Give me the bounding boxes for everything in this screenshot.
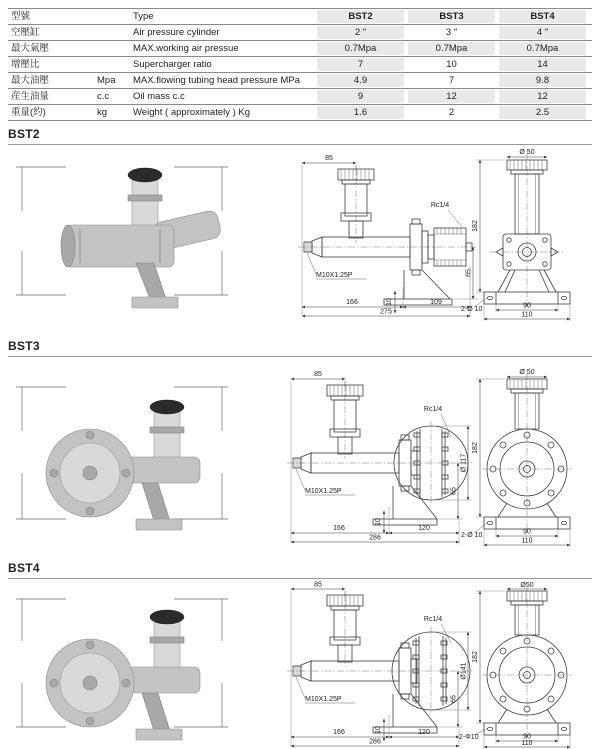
dim-port-label: Rc1/4 (423, 616, 443, 623)
row-label-cn: 重量(約) (11, 107, 46, 118)
table-row (8, 105, 592, 121)
row-label-en: MAX.flowing tubing head pressure MPa (133, 75, 300, 86)
section-bst3 (0, 357, 600, 551)
dim-total: 286 (369, 534, 381, 542)
dim-thread-label: M10X1.25P (316, 272, 353, 279)
dim-holes: 2-Ø 10 (461, 306, 483, 313)
side-view-drawing-bst3 (281, 363, 475, 547)
accumulator (327, 381, 363, 459)
dim-65: 65 (465, 269, 473, 277)
row-label-en: Type (133, 11, 154, 22)
value-bst3: 0.7Mpa (408, 42, 495, 55)
col-header-bst2: BST2 (317, 10, 404, 23)
pump-illustration (46, 400, 200, 530)
dim-base-inner: 90 (523, 733, 531, 741)
dim-height: 182 (472, 651, 479, 663)
flange (490, 234, 564, 270)
col-header-bst4: BST4 (499, 10, 586, 23)
dim-head-dia: Ø141 (460, 662, 468, 680)
dim-base-inner: 90 (523, 302, 531, 310)
dim-len-b: 120 (418, 729, 430, 736)
row-label-cn: 空壓缸 (11, 27, 40, 38)
row-unit: Mpa (97, 75, 116, 86)
row-label-cn: 産生油量 (11, 91, 50, 102)
value-bst4: 4 ″ (499, 26, 586, 39)
row-unit (97, 57, 133, 72)
pump-body (287, 643, 473, 699)
dim-holes: 2-Φ10 (459, 734, 479, 741)
col-header-bst3: BST3 (408, 10, 495, 23)
dim-base-outer: 110 (521, 311, 533, 319)
dim-top-width: 85 (314, 581, 322, 589)
row-unit (97, 25, 133, 40)
side-view-drawing-bst4 (281, 581, 475, 749)
dim-holes: 2-Ø 10 (461, 532, 483, 539)
pump-photo-bst2 (14, 151, 230, 311)
value-bst3: 12 (408, 90, 495, 103)
row-label-cn: 最大油壓 (11, 75, 50, 86)
pump-illustration (61, 168, 222, 308)
dim-head-dia: Ø 117 (460, 453, 468, 473)
value-bst4: 0.7Mpa (499, 42, 586, 55)
row-label-en: MAX.working air pressue (133, 43, 239, 54)
dim-port-label: Rc1/4 (430, 202, 450, 209)
value-bst4: 14 (499, 58, 586, 71)
dim-total: 286 (369, 738, 381, 746)
section-title-bst4: BST4 (8, 561, 592, 579)
table-row (8, 9, 592, 25)
row-unit: kg (97, 107, 108, 118)
dim-top-width: 85 (325, 155, 333, 162)
value-bst2: 2 ″ (317, 26, 404, 39)
dim-len-a: 166 (333, 525, 345, 532)
value-bst2: 1.6 (317, 106, 404, 119)
dim-cap-dia: Ø 50 (519, 369, 535, 376)
dim-base-inner: 90 (523, 528, 531, 536)
dim-thread-label: M10X1.25P (305, 488, 342, 495)
table-row (8, 41, 592, 57)
dim-10: 10 (386, 298, 393, 306)
dim-cap-dia: Ø50 (520, 582, 534, 589)
dim-base-outer: 110 (521, 537, 533, 545)
row-label-en: Supercharger ratio (133, 59, 212, 70)
dim-10: 10 (375, 726, 382, 734)
pump-body (298, 219, 476, 275)
dim-base-outer: 110 (521, 739, 533, 747)
pump-illustration (46, 610, 200, 740)
dim-65: 65 (450, 695, 458, 703)
row-unit: c.c (97, 91, 110, 102)
value-bst4: 9.8 (499, 74, 586, 87)
dim-cap-dia: Ø 50 (519, 149, 535, 156)
dim-total: 275 (380, 308, 392, 316)
end-view-drawing-bst2 (460, 145, 596, 323)
row-label-en: Oil mass c.c (133, 91, 185, 102)
row-label-en: Air pressure cylinder (133, 27, 220, 38)
dim-65: 65 (450, 487, 458, 495)
end-view-drawing-bst4 (458, 579, 598, 749)
row-label-cn: 增壓比 (11, 59, 40, 70)
dim-len-b: 109 (430, 299, 442, 306)
row-unit (97, 9, 133, 24)
value-bst2: 0.7Mpa (317, 42, 404, 55)
dim-10: 10 (375, 518, 382, 526)
section-bst4 (0, 579, 600, 749)
row-label-cn: 最大氣壓 (11, 43, 50, 54)
accumulator (327, 591, 363, 667)
value-bst3: 3 ″ (408, 26, 495, 39)
row-label-en: Weight ( approximately ) Kg (133, 107, 251, 118)
side-view-drawing-bst2 (292, 147, 478, 319)
dim-thread-label: M10X1.25P (305, 696, 342, 703)
value-bst3: 10 (408, 58, 495, 71)
row-label-cn: 型號 (11, 11, 31, 22)
dim-height: 182 (472, 220, 479, 232)
table-row (8, 89, 592, 105)
dim-port-label: Rc1/4 (423, 406, 443, 413)
value-bst3: 2 (408, 106, 495, 119)
table-row (8, 73, 592, 89)
pump-photo-bst3 (14, 371, 230, 535)
value-bst4: 2.5 (499, 106, 586, 119)
dim-len-a: 166 (346, 299, 358, 306)
table-row (8, 25, 592, 41)
value-bst4: 12 (499, 90, 586, 103)
value-bst2: 7 (317, 58, 404, 71)
section-title-bst3: BST3 (8, 339, 592, 357)
dim-height: 182 (472, 442, 479, 454)
bracket (373, 486, 437, 525)
value-bst3: 7 (408, 74, 495, 87)
end-view-drawing-bst3 (460, 365, 596, 549)
dim-len-b: 120 (418, 525, 430, 532)
row-unit (97, 41, 133, 56)
dim-len-a: 166 (333, 729, 345, 736)
table-row (8, 57, 592, 73)
value-bst2: 4.9 (317, 74, 404, 87)
accumulator (338, 165, 374, 243)
section-bst2 (0, 145, 600, 329)
dim-top-width: 85 (314, 371, 322, 378)
section-title-bst2: BST2 (8, 127, 592, 145)
value-bst2: 9 (317, 90, 404, 103)
spec-table (8, 8, 592, 121)
